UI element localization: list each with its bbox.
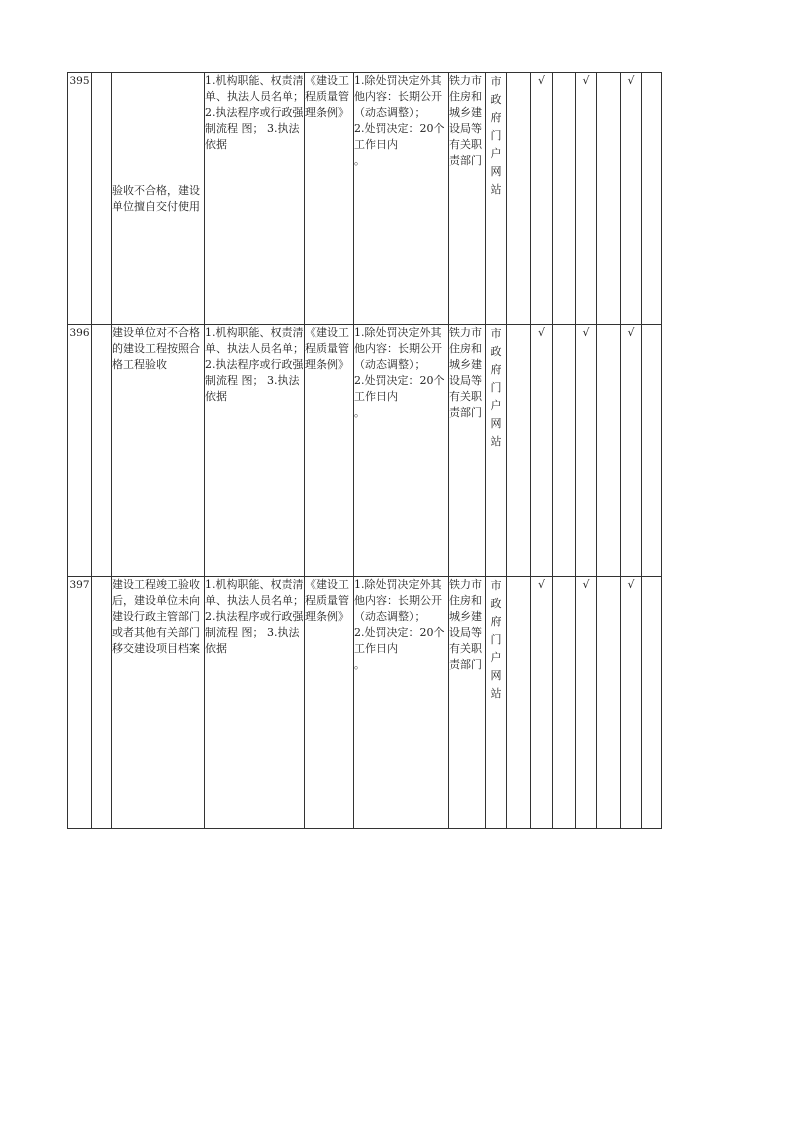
table-row — [68, 325, 662, 577]
responsible-department: 铁力市住房和城乡建设局等有关职责部门 — [449, 325, 486, 577]
row-number: 396 — [68, 325, 92, 577]
check-cell — [642, 73, 662, 325]
table-row — [68, 577, 662, 829]
violation-item: 验收不合格，建设单位擅自交付使用 — [112, 73, 205, 325]
row-number: 395 — [68, 73, 92, 325]
responsible-department: 铁力市住房和城乡建设局等有关职责部门 — [449, 577, 486, 829]
check-cell — [597, 325, 621, 577]
disclosure-table — [67, 72, 662, 829]
check-cell — [507, 325, 531, 577]
check-cell: √ — [576, 577, 597, 829]
check-cell: √ — [531, 73, 553, 325]
check-cell: √ — [621, 73, 642, 325]
disclosure-content: 1.机构职能、权责清单、执法人员名单； 2.执法程序或行政强制流程 图； 3.执法依据 — [205, 577, 305, 829]
spacer-cell — [92, 325, 112, 577]
check-cell — [642, 325, 662, 577]
legal-basis: 《建设工程质量管理条例》 — [305, 73, 354, 325]
check-cell: √ — [531, 577, 553, 829]
check-cell — [553, 577, 576, 829]
check-cell — [597, 577, 621, 829]
spacer-cell — [92, 577, 112, 829]
check-cell: √ — [576, 325, 597, 577]
check-cell — [553, 73, 576, 325]
legal-basis: 《建设工程质量管理条例》 — [305, 325, 354, 577]
responsible-department: 铁力市住房和城乡建设局等有关职责部门 — [449, 73, 486, 325]
disclosure-channel: 市政府门户网站 — [486, 325, 507, 577]
disclosure-content: 1.机构职能、权责清单、执法人员名单； 2.执法程序或行政强制流程 图； 3.执法依据 — [205, 73, 305, 325]
check-cell: √ — [531, 325, 553, 577]
check-cell: √ — [576, 73, 597, 325]
row-number: 397 — [68, 577, 92, 829]
spacer-cell — [92, 73, 112, 325]
violation-item: 建设工程竣工验收后，建设单位未向建设行政主管部门或者其他有关部门移交建设项目档案 — [112, 577, 205, 829]
disclosure-channel: 市政府门户网站 — [486, 73, 507, 325]
check-cell: √ — [621, 325, 642, 577]
check-cell — [507, 73, 531, 325]
check-cell — [507, 577, 531, 829]
disclosure-time-limit: 1.除处罚决定外其他内容：长期公开 （动态调整）； 2.处罚决定：20个工作日内 。 — [354, 325, 449, 577]
violation-item: 建设单位对不合格的建设工程按照合格工程验收 — [112, 325, 205, 577]
table-row — [68, 73, 662, 325]
check-cell — [642, 577, 662, 829]
check-cell — [597, 73, 621, 325]
legal-basis: 《建设工程质量管理条例》 — [305, 577, 354, 829]
disclosure-content: 1.机构职能、权责清单、执法人员名单； 2.执法程序或行政强制流程 图； 3.执法依据 — [205, 325, 305, 577]
disclosure-channel: 市政府门户网站 — [486, 577, 507, 829]
check-cell — [553, 325, 576, 577]
check-cell: √ — [621, 577, 642, 829]
disclosure-time-limit: 1.除处罚决定外其他内容：长期公开 （动态调整）； 2.处罚决定：20个工作日内 。 — [354, 73, 449, 325]
disclosure-time-limit: 1.除处罚决定外其他内容：长期公开 （动态调整）； 2.处罚决定：20个工作日内 。 — [354, 577, 449, 829]
